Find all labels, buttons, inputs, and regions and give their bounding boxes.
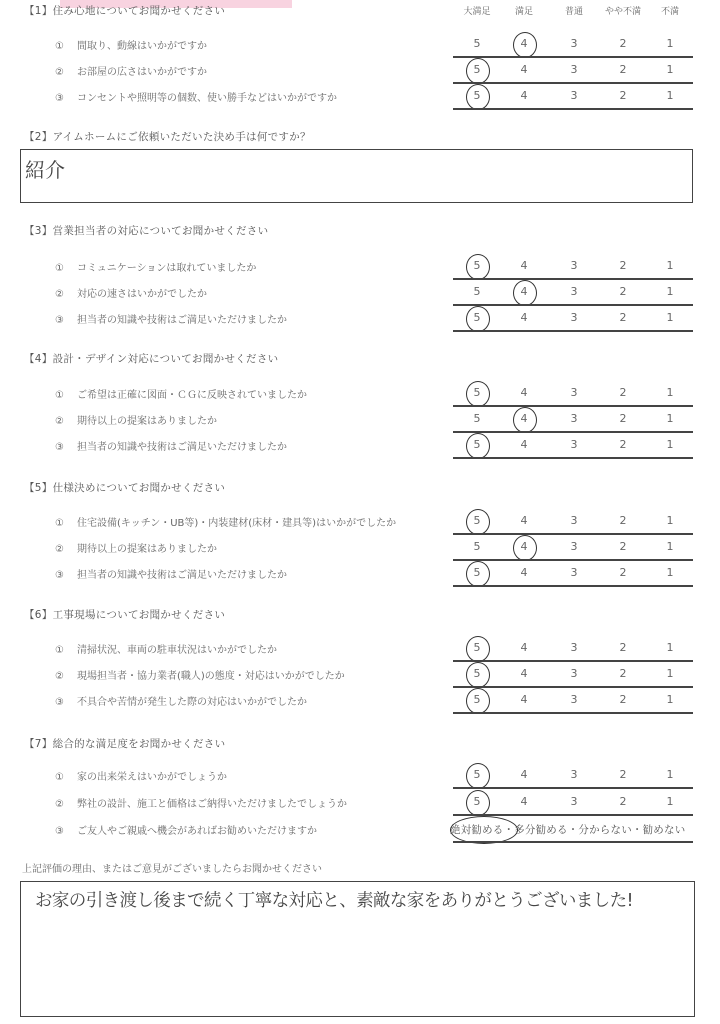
row-divider bbox=[453, 814, 693, 816]
row-divider bbox=[453, 304, 693, 306]
score-option-4[interactable]: 4 bbox=[520, 693, 528, 706]
question-text: 不具合や苦情が発生した際の対応はいかがでしたか bbox=[77, 697, 307, 708]
question-number: ③ bbox=[55, 697, 64, 708]
question-row bbox=[55, 566, 287, 581]
question-text: 担当者の知識や技術はご満足いただけましたか bbox=[77, 442, 287, 453]
question-row bbox=[55, 438, 287, 453]
score-option-1[interactable]: 1 bbox=[666, 259, 674, 272]
question-number: ③ bbox=[55, 442, 64, 453]
question-row bbox=[55, 259, 256, 274]
score-option-5[interactable]: 5 bbox=[473, 667, 481, 680]
column-header-somewhat-dissatisfied: やや不満 bbox=[604, 7, 641, 17]
score-option-1[interactable]: 1 bbox=[666, 540, 674, 553]
recommend-option-probably[interactable]: 多分勧める bbox=[514, 824, 568, 836]
score-option-2[interactable]: 2 bbox=[619, 311, 627, 324]
row-divider bbox=[453, 278, 693, 280]
score-option-4[interactable]: 4 bbox=[520, 540, 528, 553]
section-1-title: 【1】住み心地についてお聞かせください bbox=[24, 5, 226, 17]
selected-score-circle bbox=[466, 433, 490, 459]
column-header-dissatisfied: 不満 bbox=[660, 7, 679, 17]
selected-score-circle bbox=[513, 535, 537, 561]
row-divider bbox=[453, 712, 693, 714]
score-option-1[interactable]: 1 bbox=[666, 438, 674, 451]
score-option-1[interactable]: 1 bbox=[666, 311, 674, 324]
separator: ・ bbox=[567, 824, 579, 836]
question-text: ご希望は正確に図面・ＣＧに反映されていましたか bbox=[77, 390, 307, 401]
score-option-3[interactable]: 3 bbox=[570, 693, 578, 706]
question-text: 家の出来栄えはいかがでしょうか bbox=[77, 772, 227, 783]
question-text: 間取り、動線はいかがですか bbox=[77, 41, 207, 52]
question-text: 清掃状況、車両の駐車状況はいかがでしたか bbox=[77, 645, 277, 656]
score-option-5[interactable]: 5 bbox=[473, 438, 481, 451]
question-row bbox=[55, 795, 347, 810]
comments-box[interactable] bbox=[20, 881, 695, 1017]
question-number: ③ bbox=[55, 315, 64, 326]
column-header-very-satisfied: 大満足 bbox=[463, 7, 491, 17]
question-text: ご友人やご親戚へ機会があればお勧めいただけますか bbox=[77, 826, 317, 837]
question-number: ② bbox=[55, 67, 64, 78]
question-text: コンセントや照明等の個数、使い勝手などはいかがですか bbox=[77, 93, 337, 104]
score-option-3[interactable]: 3 bbox=[570, 540, 578, 553]
section-3-title: 【3】営業担当者の対応についてお聞かせください bbox=[24, 225, 269, 237]
score-option-4[interactable]: 4 bbox=[520, 438, 528, 451]
score-option-1[interactable]: 1 bbox=[666, 386, 674, 399]
selected-score-circle bbox=[466, 561, 490, 587]
comments-label: 上記評価の理由、またはご意見がございましたらお聞かせください bbox=[22, 864, 322, 875]
selected-score-circle bbox=[513, 407, 537, 433]
score-option-2[interactable]: 2 bbox=[619, 540, 627, 553]
question-text: 担当者の知識や技術はご満足いただけましたか bbox=[77, 315, 287, 326]
question-row bbox=[55, 641, 277, 656]
score-option-4[interactable]: 4 bbox=[520, 641, 528, 654]
question-text: 弊社の設計、施工と価格はご納得いただけましたでしょうか bbox=[77, 799, 347, 810]
selected-score-circle bbox=[513, 280, 537, 306]
selected-score-circle bbox=[466, 58, 490, 84]
row-divider bbox=[453, 559, 693, 561]
row-divider bbox=[453, 787, 693, 789]
selected-score-circle bbox=[466, 306, 490, 332]
score-option-5[interactable]: 5 bbox=[473, 63, 481, 76]
score-option-3[interactable]: 3 bbox=[570, 63, 578, 76]
score-option-5[interactable]: 5 bbox=[473, 285, 481, 298]
score-option-3[interactable]: 3 bbox=[570, 386, 578, 399]
selected-score-circle bbox=[466, 763, 490, 789]
score-option-3[interactable]: 3 bbox=[570, 412, 578, 425]
selected-recommend-circle bbox=[450, 816, 518, 844]
score-option-4[interactable]: 4 bbox=[520, 795, 528, 808]
score-option-5[interactable]: 5 bbox=[473, 641, 481, 654]
selected-score-circle bbox=[466, 381, 490, 407]
decision-factor-answer-box[interactable] bbox=[20, 149, 693, 203]
score-option-3[interactable]: 3 bbox=[570, 514, 578, 527]
selected-score-circle bbox=[466, 254, 490, 280]
question-text: 住宅設備(キッチン・UB等)・内装建材(床材・建具等)はいかがでしたか bbox=[77, 518, 397, 529]
question-row bbox=[55, 540, 217, 555]
score-option-2[interactable]: 2 bbox=[619, 641, 627, 654]
score-option-5[interactable]: 5 bbox=[473, 693, 481, 706]
score-option-1[interactable]: 1 bbox=[666, 667, 674, 680]
question-number: ② bbox=[55, 416, 64, 427]
score-option-4[interactable]: 4 bbox=[520, 768, 528, 781]
score-option-4[interactable]: 4 bbox=[520, 514, 528, 527]
question-number: ① bbox=[55, 390, 64, 401]
score-option-2[interactable]: 2 bbox=[619, 63, 627, 76]
score-option-1[interactable]: 1 bbox=[666, 768, 674, 781]
recommend-option-definitely[interactable]: 絶対勧める bbox=[450, 824, 504, 836]
question-number: ③ bbox=[55, 570, 64, 581]
recommend-option-unsure[interactable]: 分からない bbox=[578, 824, 632, 836]
row-divider bbox=[453, 108, 693, 110]
score-option-4[interactable]: 4 bbox=[520, 37, 528, 50]
row-divider bbox=[453, 405, 693, 407]
score-option-3[interactable]: 3 bbox=[570, 89, 578, 102]
question-number: ① bbox=[55, 518, 64, 529]
question-text: 担当者の知識や技術はご満足いただけましたか bbox=[77, 570, 287, 581]
question-row bbox=[55, 311, 287, 326]
section-4-title: 【4】設計・デザイン対応についてお聞かせください bbox=[24, 353, 279, 365]
score-option-4[interactable]: 4 bbox=[520, 412, 528, 425]
score-option-5[interactable]: 5 bbox=[473, 386, 481, 399]
score-option-3[interactable]: 3 bbox=[570, 641, 578, 654]
row-divider bbox=[453, 457, 693, 459]
row-divider bbox=[453, 431, 693, 433]
selected-score-circle bbox=[466, 688, 490, 714]
question-text: お部屋の広さはいかがですか bbox=[77, 67, 207, 78]
score-option-5[interactable]: 5 bbox=[473, 412, 481, 425]
question-number: ② bbox=[55, 799, 64, 810]
score-option-5[interactable]: 5 bbox=[473, 311, 481, 324]
section-6-title: 【6】工事現場についてお聞かせください bbox=[24, 609, 226, 621]
score-option-5[interactable]: 5 bbox=[473, 259, 481, 272]
selected-score-circle bbox=[466, 509, 490, 535]
score-option-1[interactable]: 1 bbox=[666, 63, 674, 76]
score-option-3[interactable]: 3 bbox=[570, 438, 578, 451]
score-option-4[interactable]: 4 bbox=[520, 386, 528, 399]
score-option-4[interactable]: 4 bbox=[520, 311, 528, 324]
score-option-5[interactable]: 5 bbox=[473, 795, 481, 808]
score-option-3[interactable]: 3 bbox=[570, 768, 578, 781]
question-row bbox=[55, 514, 396, 529]
question-number: ③ bbox=[55, 93, 64, 104]
score-option-3[interactable]: 3 bbox=[570, 795, 578, 808]
score-option-4[interactable]: 4 bbox=[520, 89, 528, 102]
score-option-5[interactable]: 5 bbox=[473, 540, 481, 553]
score-option-1[interactable]: 1 bbox=[666, 285, 674, 298]
question-text: 対応の速さはいかがでしたか bbox=[77, 289, 207, 300]
row-divider bbox=[453, 330, 693, 332]
row-divider bbox=[453, 585, 693, 587]
selected-score-circle bbox=[466, 790, 490, 816]
score-option-2[interactable]: 2 bbox=[619, 386, 627, 399]
score-option-1[interactable]: 1 bbox=[666, 566, 674, 579]
question-number: ② bbox=[55, 544, 64, 555]
score-option-5[interactable]: 5 bbox=[473, 566, 481, 579]
question-row bbox=[55, 89, 337, 104]
score-option-2[interactable]: 2 bbox=[619, 285, 627, 298]
score-option-4[interactable]: 4 bbox=[520, 667, 528, 680]
score-option-2[interactable]: 2 bbox=[619, 566, 627, 579]
question-row bbox=[55, 37, 207, 52]
question-row bbox=[55, 822, 317, 837]
score-option-5[interactable]: 5 bbox=[473, 768, 481, 781]
question-row bbox=[55, 412, 217, 427]
row-divider bbox=[453, 533, 693, 535]
question-row bbox=[55, 63, 207, 78]
question-number: ③ bbox=[55, 826, 64, 837]
score-option-2[interactable]: 2 bbox=[619, 37, 627, 50]
question-text: 期待以上の提案はありましたか bbox=[77, 544, 217, 555]
section-7-title: 【7】総合的な満足度をお聞かせください bbox=[24, 738, 226, 750]
row-divider bbox=[453, 841, 693, 843]
score-option-2[interactable]: 2 bbox=[619, 259, 627, 272]
selected-score-circle bbox=[466, 636, 490, 662]
column-header-satisfied: 満足 bbox=[514, 7, 533, 17]
section-2-title: 【2】アイムホームにご依頼いただいた決め手は何ですか？ bbox=[24, 131, 311, 143]
row-divider bbox=[453, 686, 693, 688]
score-option-3[interactable]: 3 bbox=[570, 311, 578, 324]
score-option-2[interactable]: 2 bbox=[619, 412, 627, 425]
score-option-2[interactable]: 2 bbox=[619, 438, 627, 451]
score-option-3[interactable]: 3 bbox=[570, 37, 578, 50]
score-option-3[interactable]: 3 bbox=[570, 259, 578, 272]
section-5-title: 【5】仕様決めについてお聞かせください bbox=[24, 482, 226, 494]
question-number: ② bbox=[55, 289, 64, 300]
separator: ・ bbox=[631, 824, 643, 836]
question-number: ② bbox=[55, 671, 64, 682]
score-option-5[interactable]: 5 bbox=[473, 514, 481, 527]
score-option-1[interactable]: 1 bbox=[666, 693, 674, 706]
score-option-5[interactable]: 5 bbox=[473, 89, 481, 102]
score-option-1[interactable]: 1 bbox=[666, 795, 674, 808]
question-number: ① bbox=[55, 772, 64, 783]
row-divider bbox=[453, 82, 693, 84]
score-option-3[interactable]: 3 bbox=[570, 285, 578, 298]
score-option-2[interactable]: 2 bbox=[619, 514, 627, 527]
question-text: 現場担当者・協力業者(職人)の態度・対応はいかがでしたか bbox=[77, 671, 345, 682]
row-divider bbox=[453, 56, 693, 58]
question-row bbox=[55, 768, 227, 783]
question-row bbox=[55, 285, 207, 300]
score-option-1[interactable]: 1 bbox=[666, 89, 674, 102]
score-option-2[interactable]: 2 bbox=[619, 89, 627, 102]
score-option-3[interactable]: 3 bbox=[570, 667, 578, 680]
score-option-4[interactable]: 4 bbox=[520, 63, 528, 76]
comments-text: お家の引き渡し後まで続く丁寧な対応と、素敵な家をありがとうございました! bbox=[35, 891, 633, 911]
score-option-4[interactable]: 4 bbox=[520, 259, 528, 272]
selected-score-circle bbox=[466, 662, 490, 688]
score-option-1[interactable]: 1 bbox=[666, 641, 674, 654]
decision-factor-answer: 紹介 bbox=[25, 158, 65, 182]
score-option-2[interactable]: 2 bbox=[619, 768, 627, 781]
score-option-3[interactable]: 3 bbox=[570, 566, 578, 579]
recommend-option-not[interactable]: 勧めない bbox=[642, 824, 686, 836]
selected-score-circle bbox=[466, 84, 490, 110]
question-row bbox=[55, 386, 307, 401]
question-text: 期待以上の提案はありましたか bbox=[77, 416, 217, 427]
column-header-neutral: 普通 bbox=[564, 7, 583, 17]
question-text: コミュニケーションは取れていましたか bbox=[77, 263, 257, 274]
question-number: ① bbox=[55, 41, 64, 52]
score-option-4[interactable]: 4 bbox=[520, 285, 528, 298]
question-row bbox=[55, 667, 345, 682]
row-divider bbox=[453, 660, 693, 662]
selected-score-circle bbox=[513, 32, 537, 58]
score-option-2[interactable]: 2 bbox=[619, 693, 627, 706]
question-number: ① bbox=[55, 263, 64, 274]
question-number: ① bbox=[55, 645, 64, 656]
score-option-1[interactable]: 1 bbox=[666, 37, 674, 50]
score-option-2[interactable]: 2 bbox=[619, 667, 627, 680]
question-row bbox=[55, 693, 307, 708]
score-option-4[interactable]: 4 bbox=[520, 566, 528, 579]
score-option-1[interactable]: 1 bbox=[666, 412, 674, 425]
score-option-2[interactable]: 2 bbox=[619, 795, 627, 808]
score-option-5[interactable]: 5 bbox=[473, 37, 481, 50]
separator: ・ bbox=[503, 824, 515, 836]
score-option-1[interactable]: 1 bbox=[666, 514, 674, 527]
